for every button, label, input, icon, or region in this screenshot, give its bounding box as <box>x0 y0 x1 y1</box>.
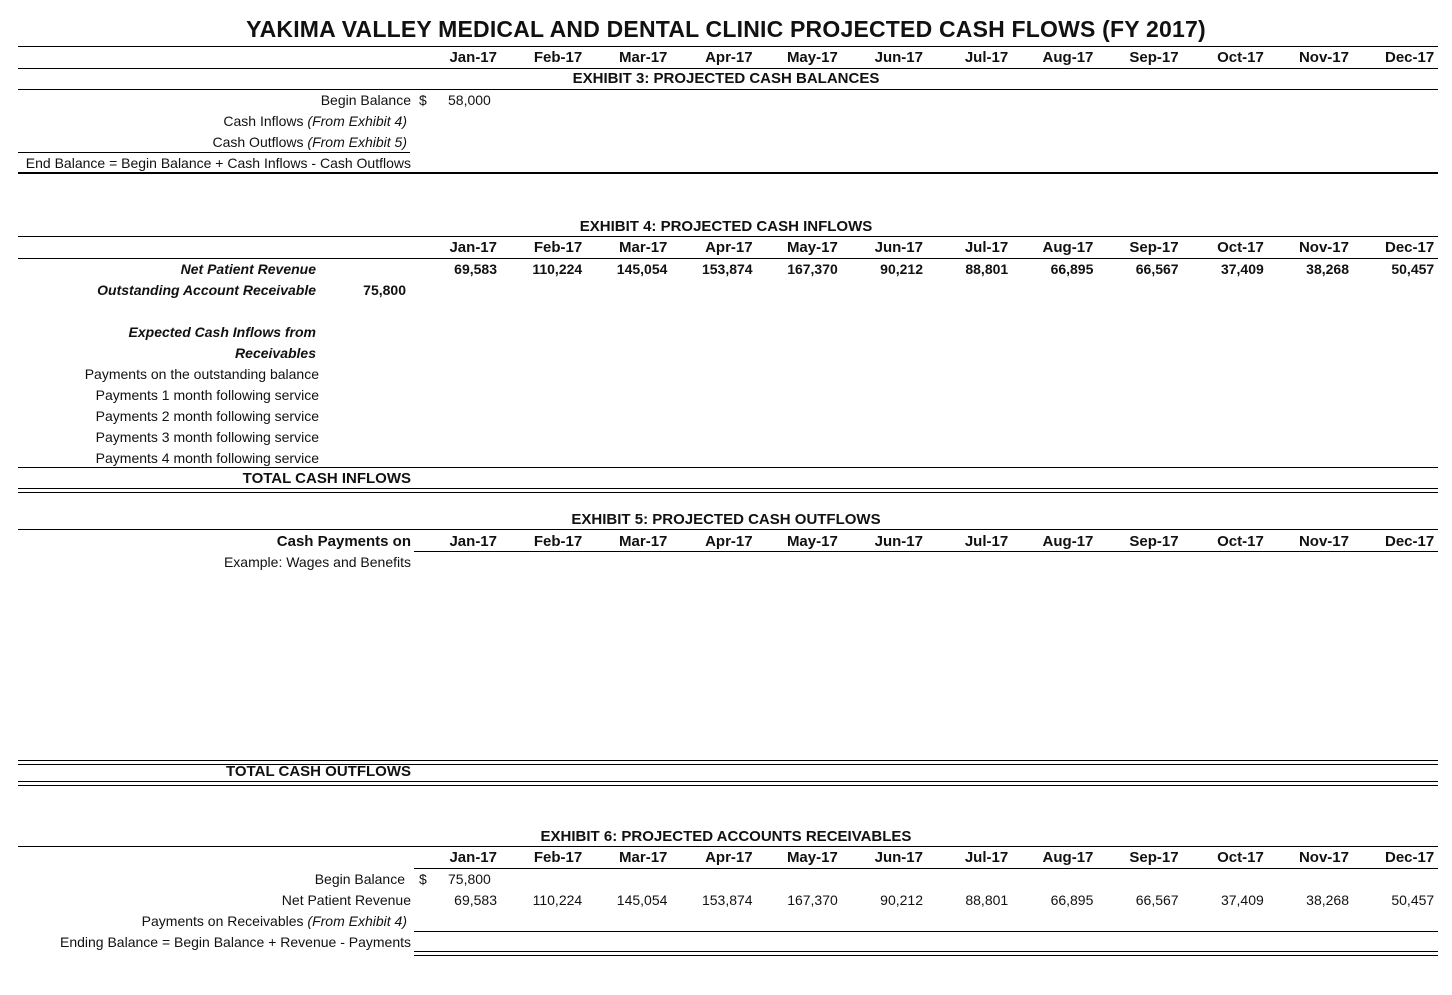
exhibit6-month-10: Nov-17 <box>1298 849 1349 866</box>
exhibit6-payments-label <box>142 913 407 929</box>
exhibit4-month-1: Feb-17 <box>533 239 583 256</box>
exhibit3-month-9: Oct-17 <box>1217 49 1264 66</box>
exhibit5-title-rule <box>18 529 1438 530</box>
exhibit4-month-11: Dec-17 <box>1384 239 1435 256</box>
exhibit5-month-1: Feb-17 <box>533 533 583 550</box>
exhibit5-example-label: Example: Wages and Benefits <box>223 554 411 570</box>
exhibit4-npr-value-4: 167,370 <box>787 261 838 277</box>
payment-row-2-month: Payments 2 month following service <box>95 408 319 424</box>
exhibit4-month-9: Oct-17 <box>1217 239 1264 256</box>
exhibit3-month-6: Jul-17 <box>964 49 1009 66</box>
exhibit4-outstanding-ar-value: 75,800 <box>363 282 406 298</box>
exhibit6-begin-balance-label: Begin Balance <box>314 871 405 887</box>
payment-row-outstanding: Payments on the outstanding balance <box>84 366 319 382</box>
exhibit3-currency: $ <box>419 92 427 108</box>
exhibit3-end-rule <box>18 172 1438 174</box>
exhibit3-cash-inflows-label <box>223 113 407 129</box>
exhibit4-npr-value-1: 110,224 <box>532 261 583 277</box>
exhibit4-npr-value-0: 69,583 <box>454 261 497 277</box>
exhibit6-month-5: Jun-17 <box>874 849 923 866</box>
exhibit6-npr-value-9: 37,409 <box>1220 892 1264 908</box>
cash-outflows-note: (From Exhibit 5) <box>307 134 407 150</box>
exhibit3-begin-balance-value: 58,000 <box>448 92 491 108</box>
exhibit4-npr-value-10: 38,268 <box>1306 261 1349 277</box>
exhibit6-npr-value-1: 110,224 <box>532 892 583 908</box>
exhibit6-month-11: Dec-17 <box>1384 849 1435 866</box>
exhibit4-npr-value-7: 66,895 <box>1050 261 1094 277</box>
exhibit6-month-0: Jan-17 <box>449 849 497 866</box>
exhibit3-month-5: Jun-17 <box>874 49 923 66</box>
exhibit3-month-7: Aug-17 <box>1042 49 1094 66</box>
exhibit4-header-rule <box>18 258 1438 259</box>
payment-row-3-month: Payments 3 month following service <box>95 429 319 445</box>
exhibit3-title-rule <box>18 89 1438 90</box>
exhibit4-npr-value-5: 90,212 <box>880 261 923 277</box>
payments-text: Payments on Receivables <box>141 913 304 929</box>
exhibit5-total-rule <box>18 781 1438 786</box>
exhibit4-month-8: Sep-17 <box>1129 239 1179 256</box>
exhibit3-title: EXHIBIT 3: PROJECTED CASH BALANCES <box>572 70 880 87</box>
exhibit6-month-3: Apr-17 <box>705 849 753 866</box>
exhibit3-month-4: May-17 <box>786 49 838 66</box>
exhibit6-title: EXHIBIT 6: PROJECTED ACCOUNTS RECEIVABLES <box>540 828 912 845</box>
exhibit5-header-rule <box>414 551 1438 552</box>
exhibit6-npr-value-10: 38,268 <box>1306 892 1349 908</box>
exhibit4-npr-value-2: 145,054 <box>616 261 668 277</box>
exhibit6-npr-value-0: 69,583 <box>454 892 497 908</box>
exhibit5-total-label: TOTAL CASH OUTFLOWS <box>226 763 411 780</box>
exhibit4-payments-rule <box>18 467 1438 468</box>
title-rule <box>18 46 1438 47</box>
exhibit6-npr-value-3: 153,874 <box>701 892 753 908</box>
exhibit5-month-5: Jun-17 <box>874 533 923 550</box>
exhibit6-net-patient-revenue-label: Net Patient Revenue <box>281 892 411 908</box>
exhibit3-end-balance-label: End Balance = Begin Balance + Cash Inflows - Cash Outflows <box>25 155 411 171</box>
exhibit6-month-9: Oct-17 <box>1217 849 1264 866</box>
exhibit4-month-2: Mar-17 <box>619 239 668 256</box>
exhibit6-month-8: Sep-17 <box>1129 849 1179 866</box>
exhibit6-ending-balance-label: Ending Balance = Begin Balance + Revenue - Payments <box>59 934 411 950</box>
exhibit3-month-3: Apr-17 <box>705 49 753 66</box>
exhibit5-month-3: Apr-17 <box>705 533 753 550</box>
exhibit6-month-4: May-17 <box>786 849 838 866</box>
exhibit4-npr-value-3: 153,874 <box>701 261 753 277</box>
payment-row-4-month: Payments 4 month following service <box>95 450 319 466</box>
exhibit6-month-1: Feb-17 <box>533 849 583 866</box>
exhibit6-ending-rule <box>414 951 1438 956</box>
exhibit3-outflows-rule <box>18 152 410 153</box>
exhibit4-month-7: Aug-17 <box>1042 239 1094 256</box>
exhibit3-month-2: Mar-17 <box>619 49 668 66</box>
exhibit5-month-8: Sep-17 <box>1129 533 1179 550</box>
exhibit4-npr-value-9: 37,409 <box>1220 261 1264 277</box>
exhibit6-npr-value-5: 90,212 <box>880 892 923 908</box>
exhibit4-month-10: Nov-17 <box>1298 239 1349 256</box>
exhibit3-month-1: Feb-17 <box>533 49 583 66</box>
exhibit4-outstanding-ar-label: Outstanding Account Receivable <box>97 282 316 298</box>
exhibit4-title-rule <box>18 236 1438 237</box>
exhibit4-title: EXHIBIT 4: PROJECTED CASH INFLOWS <box>579 218 873 235</box>
exhibit6-begin-balance-value: 75,800 <box>448 871 491 887</box>
exhibit6-month-7: Aug-17 <box>1042 849 1094 866</box>
exhibit5-month-0: Jan-17 <box>449 533 497 550</box>
payment-row-1-month: Payments 1 month following service <box>95 387 319 403</box>
exhibit6-title-rule <box>18 846 1438 847</box>
exhibit3-month-11: Dec-17 <box>1384 49 1435 66</box>
exhibit5-month-6: Jul-17 <box>964 533 1009 550</box>
exhibit5-month-11: Dec-17 <box>1384 533 1435 550</box>
exhibit6-npr-value-2: 145,054 <box>616 892 668 908</box>
exhibit5-month-7: Aug-17 <box>1042 533 1094 550</box>
cash-inflows-text: Cash Inflows <box>223 113 304 129</box>
cash-outflows-text: Cash Outflows <box>212 134 304 150</box>
exhibit4-npr-value-11: 50,457 <box>1391 261 1435 277</box>
exhibit3-month-8: Sep-17 <box>1129 49 1179 66</box>
exhibit6-currency: $ <box>419 871 427 887</box>
exhibit4-expected-heading-1: Expected Cash Inflows from <box>128 324 316 340</box>
page-title: YAKIMA VALLEY MEDICAL AND DENTAL CLINIC PROJECTED CASH FLOWS (FY 2017) <box>246 16 1206 42</box>
exhibit5-month-10: Nov-17 <box>1298 533 1349 550</box>
exhibit6-npr-value-11: 50,457 <box>1391 892 1435 908</box>
exhibit5-month-4: May-17 <box>786 533 838 550</box>
cash-inflows-note: (From Exhibit 4) <box>307 113 407 129</box>
exhibit4-month-4: May-17 <box>786 239 838 256</box>
exhibit4-month-0: Jan-17 <box>449 239 497 256</box>
exhibit6-npr-value-4: 167,370 <box>787 892 838 908</box>
exhibit6-npr-value-8: 66,567 <box>1135 892 1179 908</box>
exhibit6-payments-rule <box>414 931 1438 932</box>
exhibit5-month-2: Mar-17 <box>619 533 668 550</box>
exhibit3-month-0: Jan-17 <box>449 49 497 66</box>
exhibit4-expected-heading-2: Receivables <box>235 345 316 361</box>
exhibit6-header-rule <box>414 868 1438 869</box>
exhibit5-cash-payments-label: Cash Payments on <box>276 533 411 550</box>
exhibit6-npr-value-6: 88,801 <box>965 892 1009 908</box>
exhibit4-npr-value-6: 88,801 <box>965 261 1009 277</box>
exhibit6-month-6: Jul-17 <box>964 849 1009 866</box>
payments-note: (From Exhibit 4) <box>307 913 407 929</box>
exhibit6-month-2: Mar-17 <box>619 849 668 866</box>
exhibit4-net-patient-revenue-label: Net Patient Revenue <box>180 261 316 277</box>
exhibit5-month-9: Oct-17 <box>1217 533 1264 550</box>
exhibit4-npr-value-8: 66,567 <box>1135 261 1179 277</box>
exhibit4-month-3: Apr-17 <box>705 239 753 256</box>
exhibit3-cash-outflows-label <box>212 134 407 150</box>
exhibit3-month-10: Nov-17 <box>1298 49 1349 66</box>
exhibit3-header-rule <box>18 68 1438 69</box>
exhibit4-month-6: Jul-17 <box>964 239 1009 256</box>
exhibit5-title: EXHIBIT 5: PROJECTED CASH OUTFLOWS <box>571 511 881 528</box>
exhibit4-total-rule <box>18 488 1438 493</box>
exhibit3-begin-balance-label: Begin Balance <box>320 92 411 108</box>
exhibit4-total-label: TOTAL CASH INFLOWS <box>242 470 411 487</box>
exhibit4-month-5: Jun-17 <box>874 239 923 256</box>
exhibit6-npr-value-7: 66,895 <box>1050 892 1094 908</box>
